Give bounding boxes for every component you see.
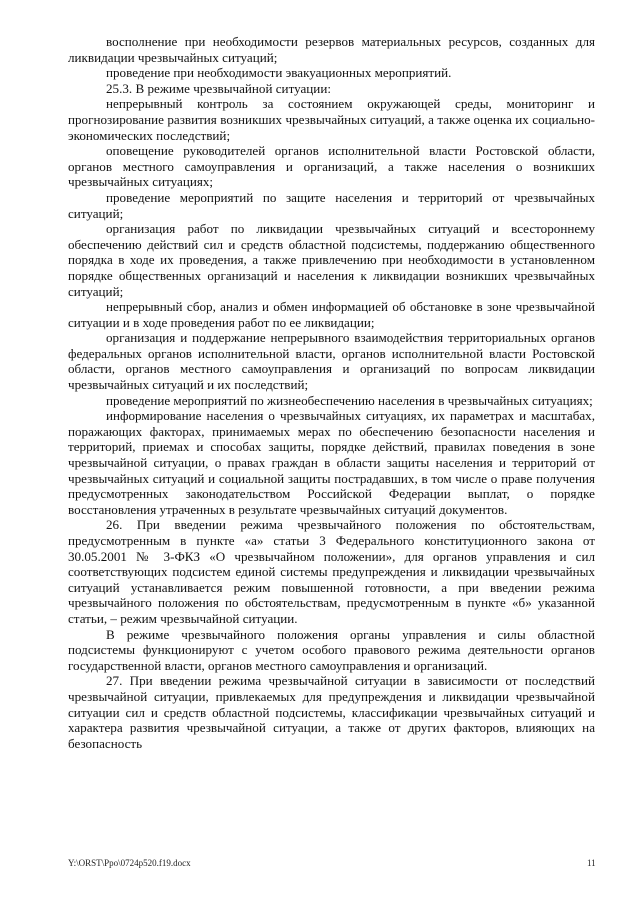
paragraph-9: организация и поддержание непрерывного взаимодействия территориальных органов федеральных органов исполнительной власти, органов исполнительной власти Ростовской области, органов местного самоуправления и организаций по вопросам ликвидации чрезвычайных ситуаций и их последствий; [68,330,595,393]
paragraph-5: оповещение руководителей органов исполнительной власти Ростовской области, органов местного самоуправления и организаций, а также населения о возникших чрезвычайных ситуациях; [68,143,595,190]
document-body [68,34,595,751]
paragraph-10: проведение мероприятий по жизнеобеспечению населения в чрезвычайных ситуациях; [106,392,593,408]
paragraph-6: проведение мероприятий по защите населения и территорий от чрезвычайных ситуаций; [68,189,595,221]
paragraph-13: В режиме чрезвычайного положения органы управления и силы областной подсистемы функционируют с учетом особого правового режима деятельности органов государственной власти, органов местного самоуправления и организаций. [68,626,595,673]
paragraph-12: 26. При введении режима чрезвычайного положения по обстоятельствам, предусмотренным в пункте «а» статьи 3 Федерального конституционного закона от 30.05.2001 № 3-ФКЗ «О чрезвычайном положении», для органов управления и сил соответствующих подсистем единой системы предупреждения и ликвидации чрезвычайных ситуаций устанавливается режим повышенной готовности, а при введении режима чрезвычайного положения по обстоятельствам, предусмотренным в пункте «б» указанной статьи, – режим чрезвычайной ситуации. [68,517,595,626]
paragraph-1: восполнение при необходимости резервов материальных ресурсов, созданных для ликвидации чрезвычайных ситуаций; [68,34,595,65]
paragraph-4: непрерывный контроль за состоянием окружающей среды, мониторинг и прогнозирование развития возникших чрезвычайных ситуаций, а также оценка их социально-экономических последствий; [68,96,595,143]
paragraph-7: организация работ по ликвидации чрезвычайных ситуаций и всестороннему обеспечению действий сил и средств областной подсистемы, поддержанию общественного порядка в ходе их проведения, а также привлечению при необходимости в установленном порядке общественных организаций и населения к ликвидации возникших чрезвычайных ситуаций; [68,221,595,299]
paragraph-14: 27. При введении режима чрезвычайной ситуации в зависимости от последствий чрезвычайной ситуации, привлекаемых для предупреждения и ликвидации чрезвычайной ситуации сил и средств областной подсистемы, классификации чрезвычайных ситуаций и характера развития чрезвычайной ситуации, а также от других факторов, влияющих на безопасность [68,673,595,751]
footer-file-path: Y:\ORST\Ppo\0724p520.f19.docx [68,858,191,868]
paragraph-2: проведение при необходимости эвакуационных мероприятий. [106,65,452,81]
paragraph-3: 25.3. В режиме чрезвычайной ситуации: [106,80,331,96]
page-number: 11 [587,858,596,868]
paragraph-8: непрерывный сбор, анализ и обмен информацией об обстановке в зоне чрезвычайной ситуации и в ходе проведения работ по ее ликвидации; [68,299,595,330]
paragraph-11: информирование населения о чрезвычайных ситуациях, их параметрах и масштабах, поражающих факторах, принимаемых мерах по обеспечению безопасности населения и территорий, приемах и способах защиты, порядке действий, правилах поведения в зоне чрезвычайной ситуации, о правах граждан в области защиты населения и территорий от чрезвычайных ситуаций и социальной защиты пострадавших, в том числе о праве получения предусмотренных законодательством Российской Федерации выплат, о порядке восстановления утраченных в результате чрезвычайных ситуаций документов. [68,408,595,517]
